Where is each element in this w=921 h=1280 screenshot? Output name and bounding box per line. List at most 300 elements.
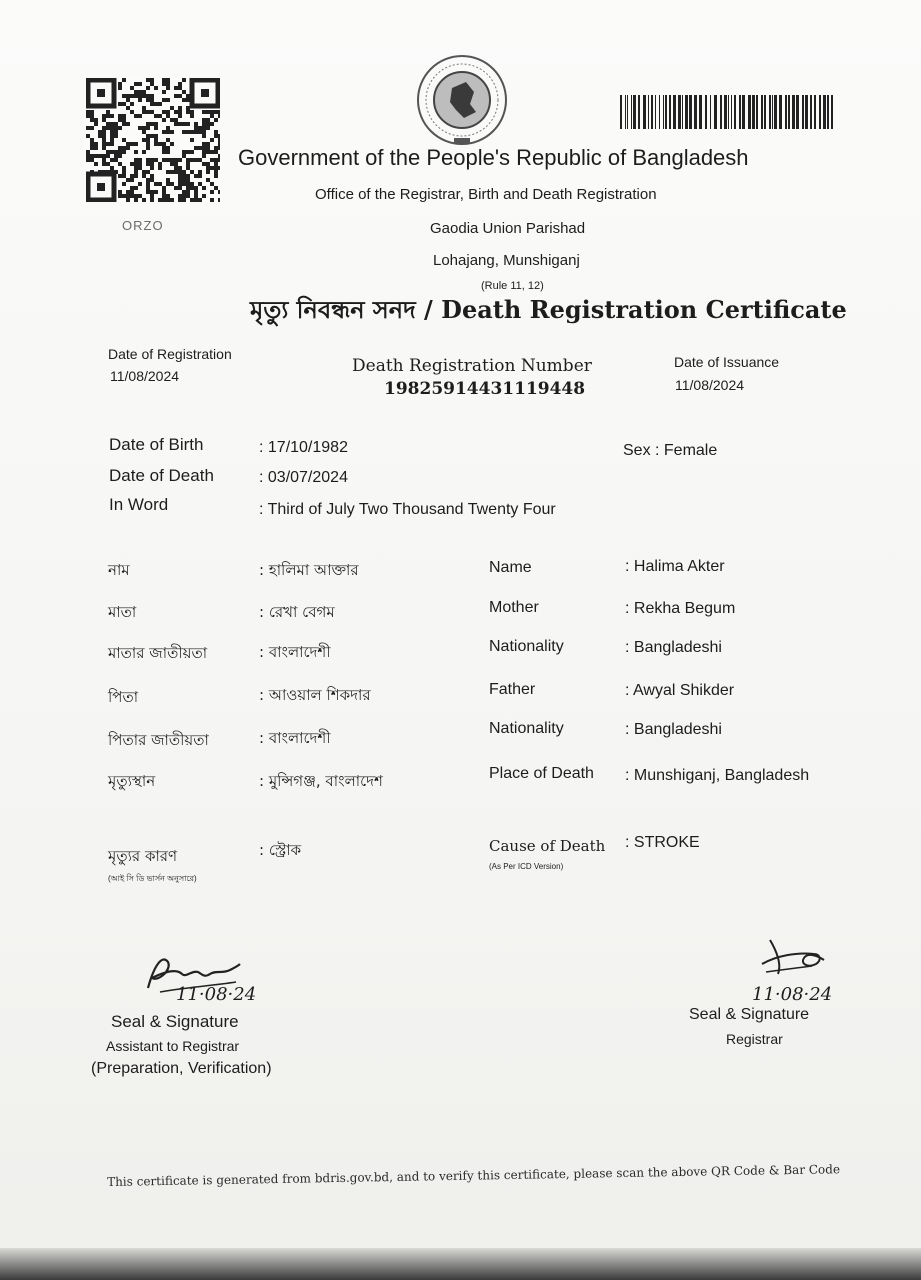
qr-module (218, 114, 220, 118)
qr-module (94, 154, 98, 158)
qr-module (126, 146, 130, 150)
qr-module (86, 134, 90, 138)
barcode-bar (633, 95, 636, 129)
qr-module (150, 110, 154, 114)
barcode-bar (638, 95, 640, 129)
qr-module (174, 86, 178, 90)
sex-value: Sex : Female (623, 442, 718, 459)
qr-module (102, 126, 106, 130)
qr-module (218, 134, 220, 138)
qr-module (154, 102, 158, 106)
qr-module (142, 170, 146, 174)
qr-module (202, 110, 206, 114)
qr-module (202, 122, 206, 126)
qr-module (86, 110, 90, 114)
qr-module (142, 110, 146, 114)
qr-module (202, 126, 206, 130)
barcode-bar (625, 95, 626, 129)
qr-module (198, 130, 202, 134)
qr-module (182, 198, 186, 202)
qr-module (150, 166, 154, 170)
qr-module (130, 142, 134, 146)
qr-module (206, 142, 210, 146)
rule-reference: (Rule 11, 12) (481, 280, 544, 292)
qr-module (134, 162, 138, 166)
barcode-bar (792, 95, 795, 129)
bn-name-value: : হালিমা আক্তার (259, 561, 359, 579)
qr-module (138, 98, 142, 102)
qr-module (102, 162, 106, 166)
qr-module (166, 158, 170, 162)
qr-module (178, 110, 182, 114)
registration-number-label: Death Registration Number (352, 356, 592, 376)
qr-module (138, 162, 142, 166)
qr-module (178, 158, 182, 162)
qr-module (158, 198, 162, 202)
office-header: Office of the Registrar, Birth and Death Registration (315, 186, 657, 203)
qr-module (186, 190, 190, 194)
qr-module (178, 94, 182, 98)
qr-module (198, 174, 202, 178)
qr-module (210, 138, 214, 142)
registration-number-value: 19825914431119448 (384, 379, 586, 399)
qr-module (146, 110, 150, 114)
qr-module (182, 78, 186, 82)
qr-module (94, 146, 98, 150)
birth-date-label: Date of Birth (109, 435, 204, 454)
qr-module (162, 150, 166, 154)
qr-module (118, 82, 122, 86)
death-date-value: : 03/07/2024 (259, 469, 348, 486)
qr-module (162, 82, 166, 86)
qr-module (154, 142, 158, 146)
qr-module (110, 150, 114, 154)
qr-module (86, 154, 90, 158)
en-name-label: Name (489, 559, 532, 576)
barcode-bar (631, 95, 632, 129)
qr-module (186, 162, 190, 166)
qr-module (206, 118, 210, 122)
qr-module (214, 166, 218, 170)
qr-module (182, 174, 186, 178)
qr-module (150, 78, 154, 82)
qr-module (118, 190, 122, 194)
qr-module (146, 94, 150, 98)
qr-module (126, 106, 130, 110)
qr-module (130, 186, 134, 190)
qr-module (202, 150, 206, 154)
qr-module (206, 178, 210, 182)
qr-module (118, 174, 122, 178)
barcode-bar (648, 95, 649, 129)
qr-module (158, 182, 162, 186)
qr-module (122, 122, 126, 126)
qr-module (122, 78, 126, 82)
qr-module (134, 150, 138, 154)
qr-module (110, 138, 114, 142)
qr-module (154, 134, 158, 138)
qr-module (94, 142, 98, 146)
qr-module (198, 158, 202, 162)
qr-module (90, 114, 94, 118)
qr-module (162, 90, 166, 94)
qr-module (150, 162, 154, 166)
qr-module (194, 174, 198, 178)
qr-module (154, 86, 158, 90)
qr-module (146, 158, 150, 162)
qr-module (166, 130, 170, 134)
qr-module (182, 130, 186, 134)
qr-module (174, 170, 178, 174)
qr-module (102, 142, 106, 146)
qr-module (206, 122, 210, 126)
en-mother-label: Mother (489, 599, 539, 616)
qr-module (182, 194, 186, 198)
barcode-bar (785, 95, 787, 129)
qr-module (122, 194, 126, 198)
qr-module (114, 122, 118, 126)
qr-module (142, 90, 146, 94)
barcode-bar (779, 95, 782, 129)
qr-module (190, 138, 194, 142)
qr-module (110, 142, 114, 146)
qr-module (118, 114, 122, 118)
barcode-bar (673, 95, 676, 129)
qr-module (138, 166, 142, 170)
qr-module (110, 114, 114, 118)
qr-module (142, 106, 146, 110)
qr-module (182, 90, 186, 94)
barcode-bar (669, 95, 671, 129)
qr-module (166, 82, 170, 86)
qr-module (166, 86, 170, 90)
qr-module (166, 138, 170, 142)
qr-module (162, 198, 166, 202)
qr-module (142, 94, 146, 98)
qr-module (190, 186, 194, 190)
en-cause-label: Cause of Death (489, 837, 606, 855)
qr-module (202, 118, 206, 122)
barcode-bar (772, 95, 773, 129)
qr-module (174, 186, 178, 190)
qr-module (122, 114, 126, 118)
qr-module (146, 162, 150, 166)
qr-module (162, 158, 166, 162)
qr-module (186, 98, 190, 102)
qr-module (122, 146, 126, 150)
qr-module (186, 130, 190, 134)
qr-module (202, 134, 206, 138)
qr-module (194, 190, 198, 194)
qr-module (114, 158, 118, 162)
bn-father-nationality-label: পিতার জাতীয়তা (108, 731, 209, 749)
barcode-bar (810, 95, 812, 129)
qr-module (198, 198, 202, 202)
qr-module (146, 86, 150, 90)
barcode-bar (643, 95, 646, 129)
barcode-bar (734, 95, 736, 129)
en-place-label: Place of Death (489, 765, 594, 782)
qr-module (214, 110, 218, 114)
qr-module (206, 166, 210, 170)
qr-module (126, 178, 130, 182)
qr-module (146, 170, 150, 174)
barcode-bar (694, 95, 697, 129)
qr-module (162, 142, 166, 146)
qr-module (90, 142, 94, 146)
qr-module (134, 114, 138, 118)
bn-mother-nationality-label: মাতার জাতীয়তা (108, 644, 208, 662)
qr-module (174, 118, 178, 122)
qr-module (218, 154, 220, 158)
qr-module (142, 150, 146, 154)
qr-module (98, 154, 102, 158)
barcode-bar (682, 95, 683, 129)
qr-module (194, 122, 198, 126)
qr-module (150, 82, 154, 86)
qr-module (166, 182, 170, 186)
barcode-bar (720, 95, 722, 129)
en-father-value: : Awyal Shikder (625, 682, 735, 699)
qr-module (150, 94, 154, 98)
qr-module (142, 130, 146, 134)
qr-module (94, 118, 98, 122)
registration-date-label: Date of Registration (108, 346, 232, 362)
barcode-bar (788, 95, 790, 129)
bn-name-label: নাম (108, 561, 130, 579)
registrar-role: Registrar (726, 1031, 783, 1047)
qr-module (154, 190, 158, 194)
barcode-bar (805, 95, 808, 129)
barcode-bar (728, 95, 729, 129)
qr-module (90, 154, 94, 158)
en-cause-note: (As Per ICD Version) (489, 862, 564, 871)
qr-module (178, 114, 182, 118)
qr-caption: ORZO (122, 218, 164, 233)
qr-module (170, 182, 174, 186)
qr-module (150, 194, 154, 198)
qr-module (122, 138, 126, 142)
qr-module (178, 178, 182, 182)
qr-module (134, 166, 138, 170)
qr-module (170, 198, 174, 202)
qr-module (158, 114, 162, 118)
qr-module (158, 142, 162, 146)
qr-module (158, 162, 162, 166)
qr-module (162, 146, 166, 150)
qr-module (158, 102, 162, 106)
qr-module (178, 166, 182, 170)
qr-module (86, 126, 90, 130)
en-father-label: Father (489, 681, 536, 698)
qr-module (194, 158, 198, 162)
qr-module (150, 178, 154, 182)
qr-module (186, 178, 190, 182)
qr-module (90, 126, 94, 130)
qr-module (122, 174, 126, 178)
qr-module (166, 198, 170, 202)
qr-module (110, 158, 114, 162)
qr-module (170, 162, 174, 166)
qr-module (126, 94, 130, 98)
bn-mother-label: মাতা (108, 603, 137, 621)
qr-module (122, 102, 126, 106)
qr-module (154, 182, 158, 186)
barcode-bar (710, 95, 711, 129)
qr-module (106, 122, 110, 126)
qr-module (174, 158, 178, 162)
qr-module (182, 122, 186, 126)
qr-module (150, 190, 154, 194)
qr-module (146, 78, 150, 82)
qr-module (170, 170, 174, 174)
qr-module (186, 158, 190, 162)
qr-module (114, 126, 118, 130)
qr-module (130, 162, 134, 166)
qr-module (138, 126, 142, 130)
qr-module (178, 106, 182, 110)
qr-module (162, 194, 166, 198)
bn-cause-value: : স্ট্রোক (259, 841, 302, 859)
qr-module (110, 126, 114, 130)
qr-module (214, 130, 218, 134)
issuance-date-value: 11/08/2024 (675, 377, 745, 393)
assistant-seal-label: Seal & Signature (111, 1012, 239, 1031)
qr-module (202, 154, 206, 158)
qr-module (190, 198, 194, 202)
qr-module (206, 150, 210, 154)
qr-module (146, 178, 150, 182)
qr-module (178, 194, 182, 198)
barcode-bar (685, 95, 688, 129)
qr-module (214, 162, 218, 166)
qr-module (190, 150, 194, 154)
qr-module (166, 150, 170, 154)
qr-module (210, 166, 214, 170)
qr-module (198, 182, 202, 186)
qr-module (210, 182, 214, 186)
qr-module (214, 158, 218, 162)
qr-module (114, 130, 118, 134)
qr-module (106, 110, 110, 114)
qr-module (178, 186, 182, 190)
qr-module (98, 130, 102, 134)
qr-module (106, 126, 110, 130)
qr-module (134, 198, 138, 202)
en-cause-value: : STROKE (625, 834, 700, 851)
qr-module (186, 94, 190, 98)
qr-module (138, 158, 142, 162)
qr-module (198, 146, 202, 150)
qr-module (114, 150, 118, 154)
qr-module (90, 146, 94, 150)
qr-module (126, 142, 130, 146)
bn-cause-note: (আই সি ডি ভার্সন অনুসারে) (108, 874, 197, 883)
qr-module (166, 98, 170, 102)
bn-father-label: পিতা (108, 688, 139, 706)
qr-module (178, 174, 182, 178)
qr-module (118, 118, 122, 122)
barcode-bar (819, 95, 821, 129)
qr-module (134, 170, 138, 174)
en-father-nationality-label: Nationality (489, 720, 564, 737)
qr-module (170, 106, 174, 110)
barcode-bar (714, 95, 717, 129)
in-word-value: : Third of July Two Thousand Twenty Four (259, 501, 556, 518)
qr-module (174, 162, 178, 166)
qr-module (90, 110, 94, 114)
qr-module (126, 98, 130, 102)
qr-module (174, 94, 178, 98)
qr-module (182, 150, 186, 154)
barcode-bar (651, 95, 653, 129)
qr-module (146, 134, 150, 138)
qr-module (190, 130, 194, 134)
qr-module (130, 110, 134, 114)
qr-module (150, 122, 154, 126)
qr-module (138, 114, 142, 118)
registrar-seal-label: Seal & Signature (689, 1006, 810, 1023)
qr-module (210, 114, 214, 118)
government-seal-icon (414, 52, 510, 148)
qr-module (162, 78, 166, 82)
qr-module (86, 114, 90, 118)
qr-module (142, 126, 146, 130)
qr-module (110, 134, 114, 138)
qr-module (138, 94, 142, 98)
barcode-bar (769, 95, 771, 129)
qr-module (106, 150, 110, 154)
qr-module (182, 98, 186, 102)
barcode-bar (802, 95, 804, 129)
qr-module (162, 130, 166, 134)
barcode-bar (756, 95, 758, 129)
qr-module (126, 198, 130, 202)
qr-module (218, 166, 220, 170)
qr-module (162, 98, 166, 102)
qr-module (118, 146, 122, 150)
barcode-bar (827, 95, 829, 129)
qr-module (166, 194, 170, 198)
qr-module (182, 154, 186, 158)
qr-module (118, 126, 122, 130)
qr-module (122, 118, 126, 122)
qr-module (138, 90, 142, 94)
en-mother-value: : Rekha Begum (625, 600, 736, 617)
qr-module (214, 174, 218, 178)
qr-module (190, 170, 194, 174)
qr-module (122, 94, 126, 98)
barcode-bar (831, 95, 833, 129)
qr-module (186, 166, 190, 170)
qr-module (206, 110, 210, 114)
assistant-role: Assistant to Registrar (106, 1038, 240, 1054)
qr-module (134, 142, 138, 146)
qr-module (218, 190, 220, 194)
qr-module (178, 170, 182, 174)
qr-module (178, 82, 182, 86)
qr-module (178, 86, 182, 90)
qr-module (150, 198, 154, 202)
qr-module (202, 130, 206, 134)
qr-module (106, 154, 110, 158)
qr-module (170, 130, 174, 134)
qr-module (150, 134, 154, 138)
qr-module (206, 126, 210, 130)
barcode (618, 95, 838, 129)
qr-module (90, 138, 94, 142)
qr-module (134, 158, 138, 162)
